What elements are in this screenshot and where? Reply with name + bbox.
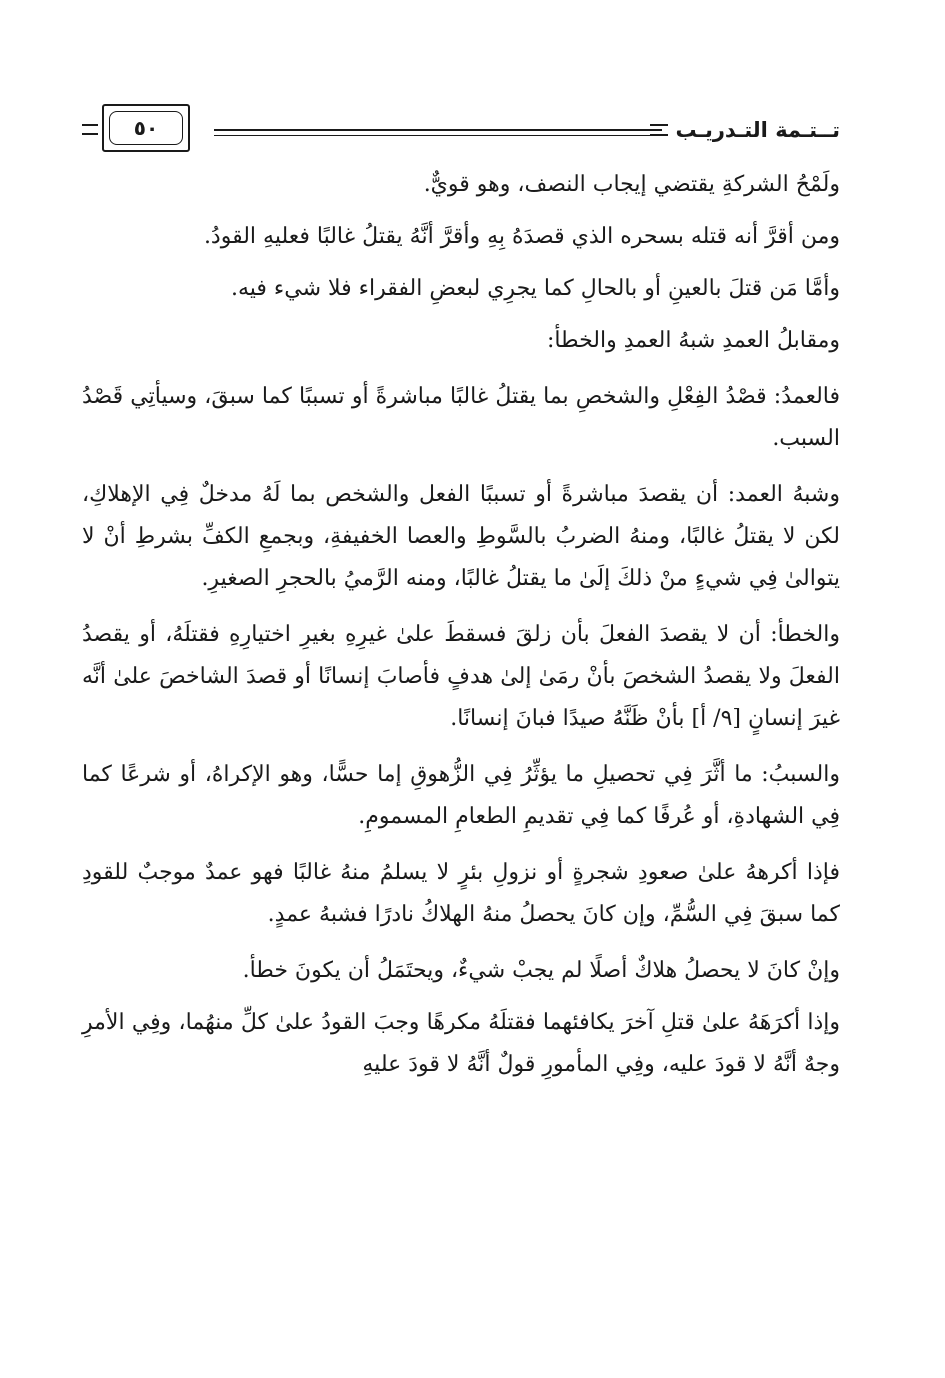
paragraph: والسببُ: ما أثَّرَ فِي تحصيلِ ما يؤثِّرُ فِي الزُّهوقِ إما حسًّا، وهو الإكراهُ، أو شرعًا كما فِي الشهادةِ، أو عُرفًا كما فِي تقديمِ الطعامِ المسمومِ.: [82, 762, 840, 829]
running-title: [650, 118, 840, 142]
header-left-dash: [82, 124, 98, 135]
paragraph: وإنْ كانَ لا يحصلُ هلاكٌ أصلًا لم يجبْ شيءٌ، ويحتَمَلُ أن يكونَ خطأ.: [242, 958, 840, 983]
paragraph: ولَمْحُ الشركةِ يقتضي إيجاب النصف، وهو قويٌّ.: [423, 172, 840, 197]
page-number-box: [102, 104, 190, 152]
paragraph: ومن أقرَّ أنه قتله بسحره الذي قصدَهُ بِهِ وأقرَّ أنَّهُ يقتلُ غالبًا فعليهِ القودُ.: [203, 224, 840, 249]
document-page: [82, 98, 840, 1298]
paragraph: وإذا أكرَهَهُ علىٰ قتلِ آخرَ يكافئهما فقتلَهُ مكرهًا وجبَ القودُ علىٰ كلِّ منهُما، وفِي الأمرِ وجهٌ أنَّهُ لا قودَ عليه، وفِي المأمورِ قولٌ أنَّهُ لا قودَ عليهِ: [82, 1010, 840, 1077]
paragraph: ومقابلُ العمدِ شبهُ العمدِ والخطأ:: [546, 328, 840, 353]
paragraph: والخطأ: أن لا يقصدَ الفعلَ بأن زلقَ فسقطَ علىٰ غيرِهِ بغيرِ اختيارِهِ فقتلَهُ، أو يقصدُ الفعلَ ولا يقصدُ الشخصَ بأنْ رمَىٰ إلىٰ هدفٍ فأصابَ إنسانًا أو قصدَ الشاخصَ علىٰ أنَّه غيرَ إنسانٍ [٩/ أ] بأنْ ظَنَّهُ صيدًا فبانَ إنسانًا.: [82, 622, 840, 731]
paragraph: وأمَّا مَن قتلَ بالعينِ أو بالحالِ كما يجرِي لبعضِ الفقراء فلا شيء فيه.: [230, 276, 840, 301]
page-number: ٥٠: [109, 111, 183, 145]
running-header: [82, 98, 840, 162]
body-text: [82, 164, 840, 1100]
header-title-text: تــتـمة التـدريـب: [675, 118, 840, 142]
paragraph: وشبهُ العمد: أن يقصدَ مباشرةً أو تسببًا الفعل والشخص بما لَهُ مدخلٌ فِي الإهلاكِ، لكن لا يقتلُ غالبًا، ومنهُ الضربُ بالسَّوطِ والعصا الخفيفةِ، وبجمعِ الكفِّ بشرطِ أنْ لا يتوالىٰ فِي شيءٍ منْ ذلكَ إلَىٰ ما يقتلُ غالبًا، ومنه الرَّميُ بالحجرِ الصغيرِ.: [82, 482, 840, 591]
paragraph: فالعمدُ: قصْدُ الفِعْلِ والشخصِ بما يقتلُ غالبًا مباشرةً أو تسببًا كما سبقَ، وسيأتِي قَصْدُ السبب.: [82, 384, 840, 451]
header-rule: [214, 129, 662, 136]
paragraph: فإذا أكرههُ علىٰ صعودِ شجرةٍ أو نزولِ بئرٍ لا يسلمُ منهُ غالبًا فهو عمدٌ موجبٌ للقودِ كما سبقَ فِي السُّمِّ، وإن كانَ يحصلُ منهُ الهلاكُ نادرًا فشبهُ عمدٍ.: [82, 860, 840, 927]
